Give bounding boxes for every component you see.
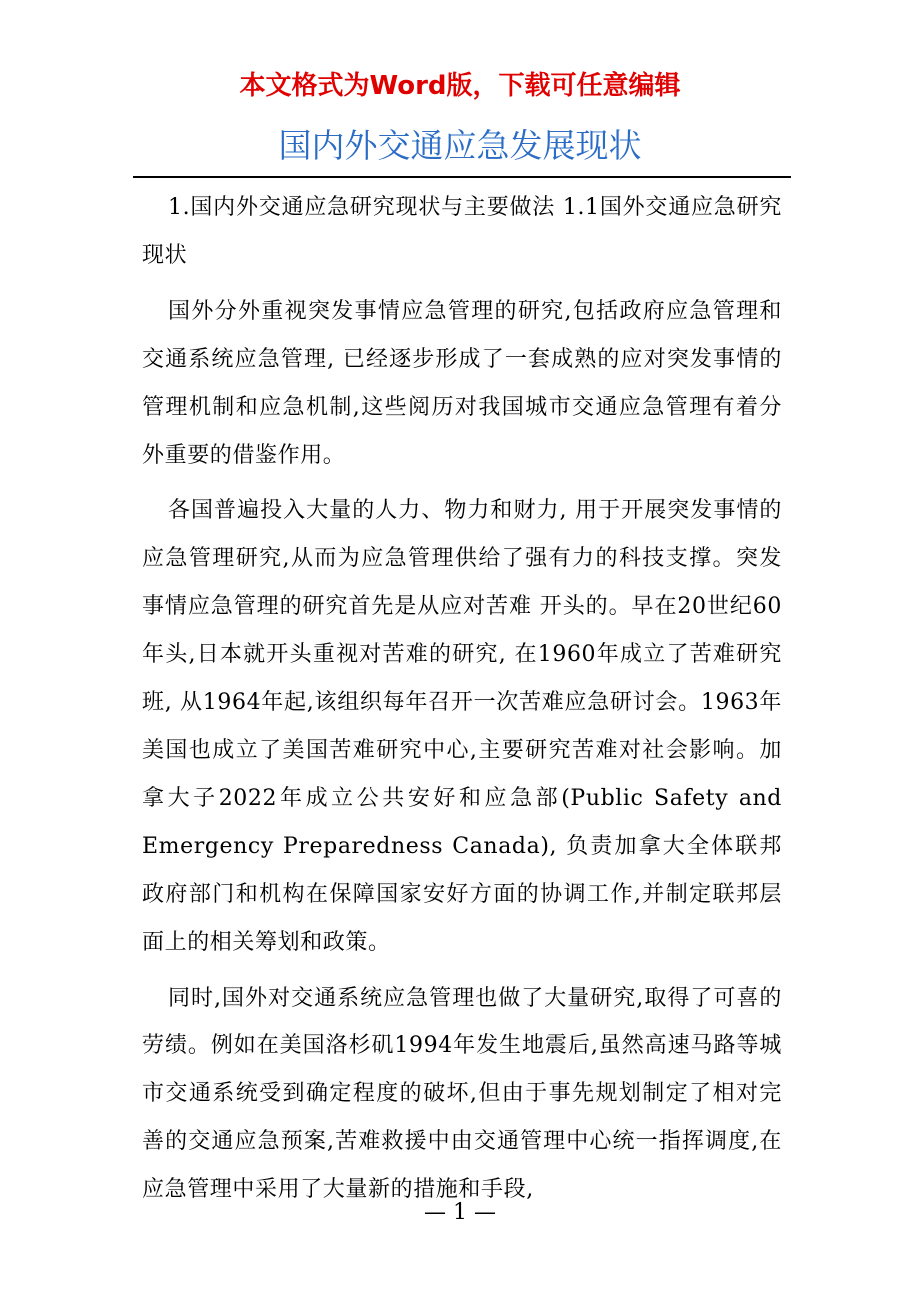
page-number: — 1 — [424,1200,496,1225]
document-title: 国内外交通应急发展现状 [278,126,642,165]
body-paragraph: 国外分外重视突发事情应急管理的研究,包括政府应急管理和交通系统应急管理, 已经逐步形成了一套成熟的应对突发事情的管理机制和应急机制,这些阅历对我国城市交通应急管理有着分外重要的借鉴作用。 [142,298,782,468]
document-body [142,184,782,1214]
section-heading-paragraph: 1.国内外交通应急研究现状与主要做法 1.1国外交通应急研究现状 [142,195,782,268]
body-paragraph: 各国普遍投入大量的人力、物力和财力, 用于开展突发事情的应急管理研究,从而为应急管理供给了强有力的科技支撑。突发事情应急管理的研究首先是从应对苦难 开头的。早在20世纪60年头,日本就开头重视对苦难的研究, 在1960年成立了苦难研究班, 从1964年起,该组织每年召开一次苦难应急研讨会。1963年美国也成立了美国苦难研究中心,主要研究苦难对社会影响。加拿大子2022年成立公共安好和应急部(Public Safety and Emergency Preparedness Canada), 负责加拿大全体联邦政府部门和机构在保障国家安好方面的协调工作,并制定联邦层面上的相关筹划和政策。 [142,498,782,955]
download-banner: 本文格式为Word版，下载可任意编辑 [239,71,681,101]
body-paragraph: 同时,国外对交通系统应急管理也做了大量研究,取得了可喜的劳绩。例如在美国洛杉矶1994年发生地震后,虽然高速马路等城市交通系统受到确定程度的破坏,但由于事先规划制定了相对完善的交通应急预案,苦难救援中由交通管理中心统一指挥调度,在应急管理中采用了大量新的措施和手段, [142,985,782,1203]
title-divider [133,176,791,178]
